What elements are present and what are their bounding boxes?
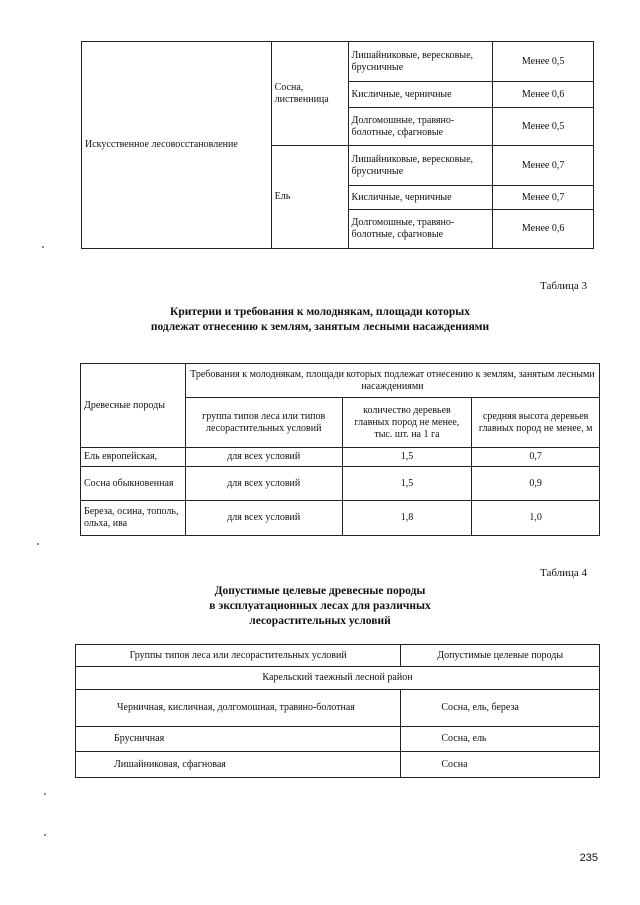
- group-cell: Лишайниковая, сфагновая: [76, 752, 401, 778]
- scan-speck: [44, 793, 46, 795]
- reforestation-table: [81, 41, 594, 249]
- height-cell: 0,7: [472, 448, 600, 467]
- group-cell: для всех условий: [185, 501, 342, 536]
- table4-caption: Таблица 4: [540, 567, 588, 579]
- count-cell: 1,8: [342, 501, 472, 536]
- count-cell: 1,5: [342, 467, 472, 501]
- region-row: Карельский таежный лесной район: [76, 667, 600, 690]
- category-cell: Искусственное лесовосстановление: [82, 42, 272, 249]
- table4-title-line3: лесорастительных условий: [249, 615, 391, 627]
- group-cell: Брусничная: [76, 727, 401, 752]
- table3: [80, 363, 600, 536]
- value-cell: Менее 0,6: [493, 210, 594, 249]
- species-header: Допустимые целевые породы: [401, 645, 600, 667]
- group-cell: для всех условий: [185, 467, 342, 501]
- scan-speck: [44, 834, 46, 836]
- height-cell: 1,0: [472, 501, 600, 536]
- forest-type-cell: Лишайниковые, вересковые, брусничные: [348, 42, 493, 82]
- group-cell: для всех условий: [185, 448, 342, 467]
- forest-type-cell: Кисличные, черничные: [348, 186, 493, 210]
- species-cell: Сосна, ель, береза: [401, 690, 600, 727]
- scan-speck: [37, 543, 39, 545]
- group-cell: Черничная, кисличная, долгомошная, травяно-болотная: [76, 690, 401, 727]
- species-cell: Сосна, ель: [401, 727, 600, 752]
- forest-type-cell: Долгомошные, травяно-болотные, сфагновые: [348, 210, 493, 249]
- table3-title-line2: подлежат отнесению к землям, занятым лесными насаждениями: [150, 321, 490, 333]
- species-cell: Сосна: [401, 752, 600, 778]
- value-cell: Менее 0,7: [493, 146, 594, 186]
- species-cell: Ель европейская,: [81, 448, 186, 467]
- count-cell: 1,5: [342, 448, 472, 467]
- table3-caption: Таблица 3: [540, 280, 588, 292]
- avg-height-header: средняя высота деревьев главных пород не менее, м: [472, 398, 600, 448]
- height-cell: 0,9: [472, 467, 600, 501]
- table4-title-line2: в эксплуатационных лесах для различных: [209, 600, 431, 612]
- forest-type-cell: Лишайниковые, вересковые, брусничные: [348, 146, 493, 186]
- species-cell: Береза, осина, тополь, ольха, ива: [81, 501, 186, 536]
- table3-title-line1: Критерии и требования к молоднякам, площади которых: [170, 306, 470, 318]
- table4-title-line1: Допустимые целевые древесные породы: [214, 585, 426, 597]
- forest-type-cell: Долгомошные, травяно-болотные, сфагновые: [348, 108, 493, 146]
- requirements-header: Требования к молоднякам, площади которых подлежат отнесению к землям, занятым лесными насаждениями: [185, 364, 599, 398]
- value-cell: Менее 0,5: [493, 42, 594, 82]
- species-cell: Сосна, лиственница: [271, 42, 348, 146]
- groups-header: Группы типов леса или лесорастительных условий: [76, 645, 401, 667]
- value-cell: Менее 0,6: [493, 82, 594, 108]
- tree-count-header: количество деревьев главных пород не менее, тыс. шт. на 1 га: [342, 398, 472, 448]
- scan-speck: [42, 246, 44, 248]
- page-number: 235: [579, 852, 598, 864]
- table4: [75, 644, 600, 778]
- value-cell: Менее 0,7: [493, 186, 594, 210]
- species-header: Древесные породы: [81, 364, 186, 448]
- forest-group-header: группа типов леса или типов лесорастительных условий: [185, 398, 342, 448]
- species-cell: Ель: [271, 146, 348, 249]
- value-cell: Менее 0,5: [493, 108, 594, 146]
- species-cell: Сосна обыкновенная: [81, 467, 186, 501]
- forest-type-cell: Кисличные, черничные: [348, 82, 493, 108]
